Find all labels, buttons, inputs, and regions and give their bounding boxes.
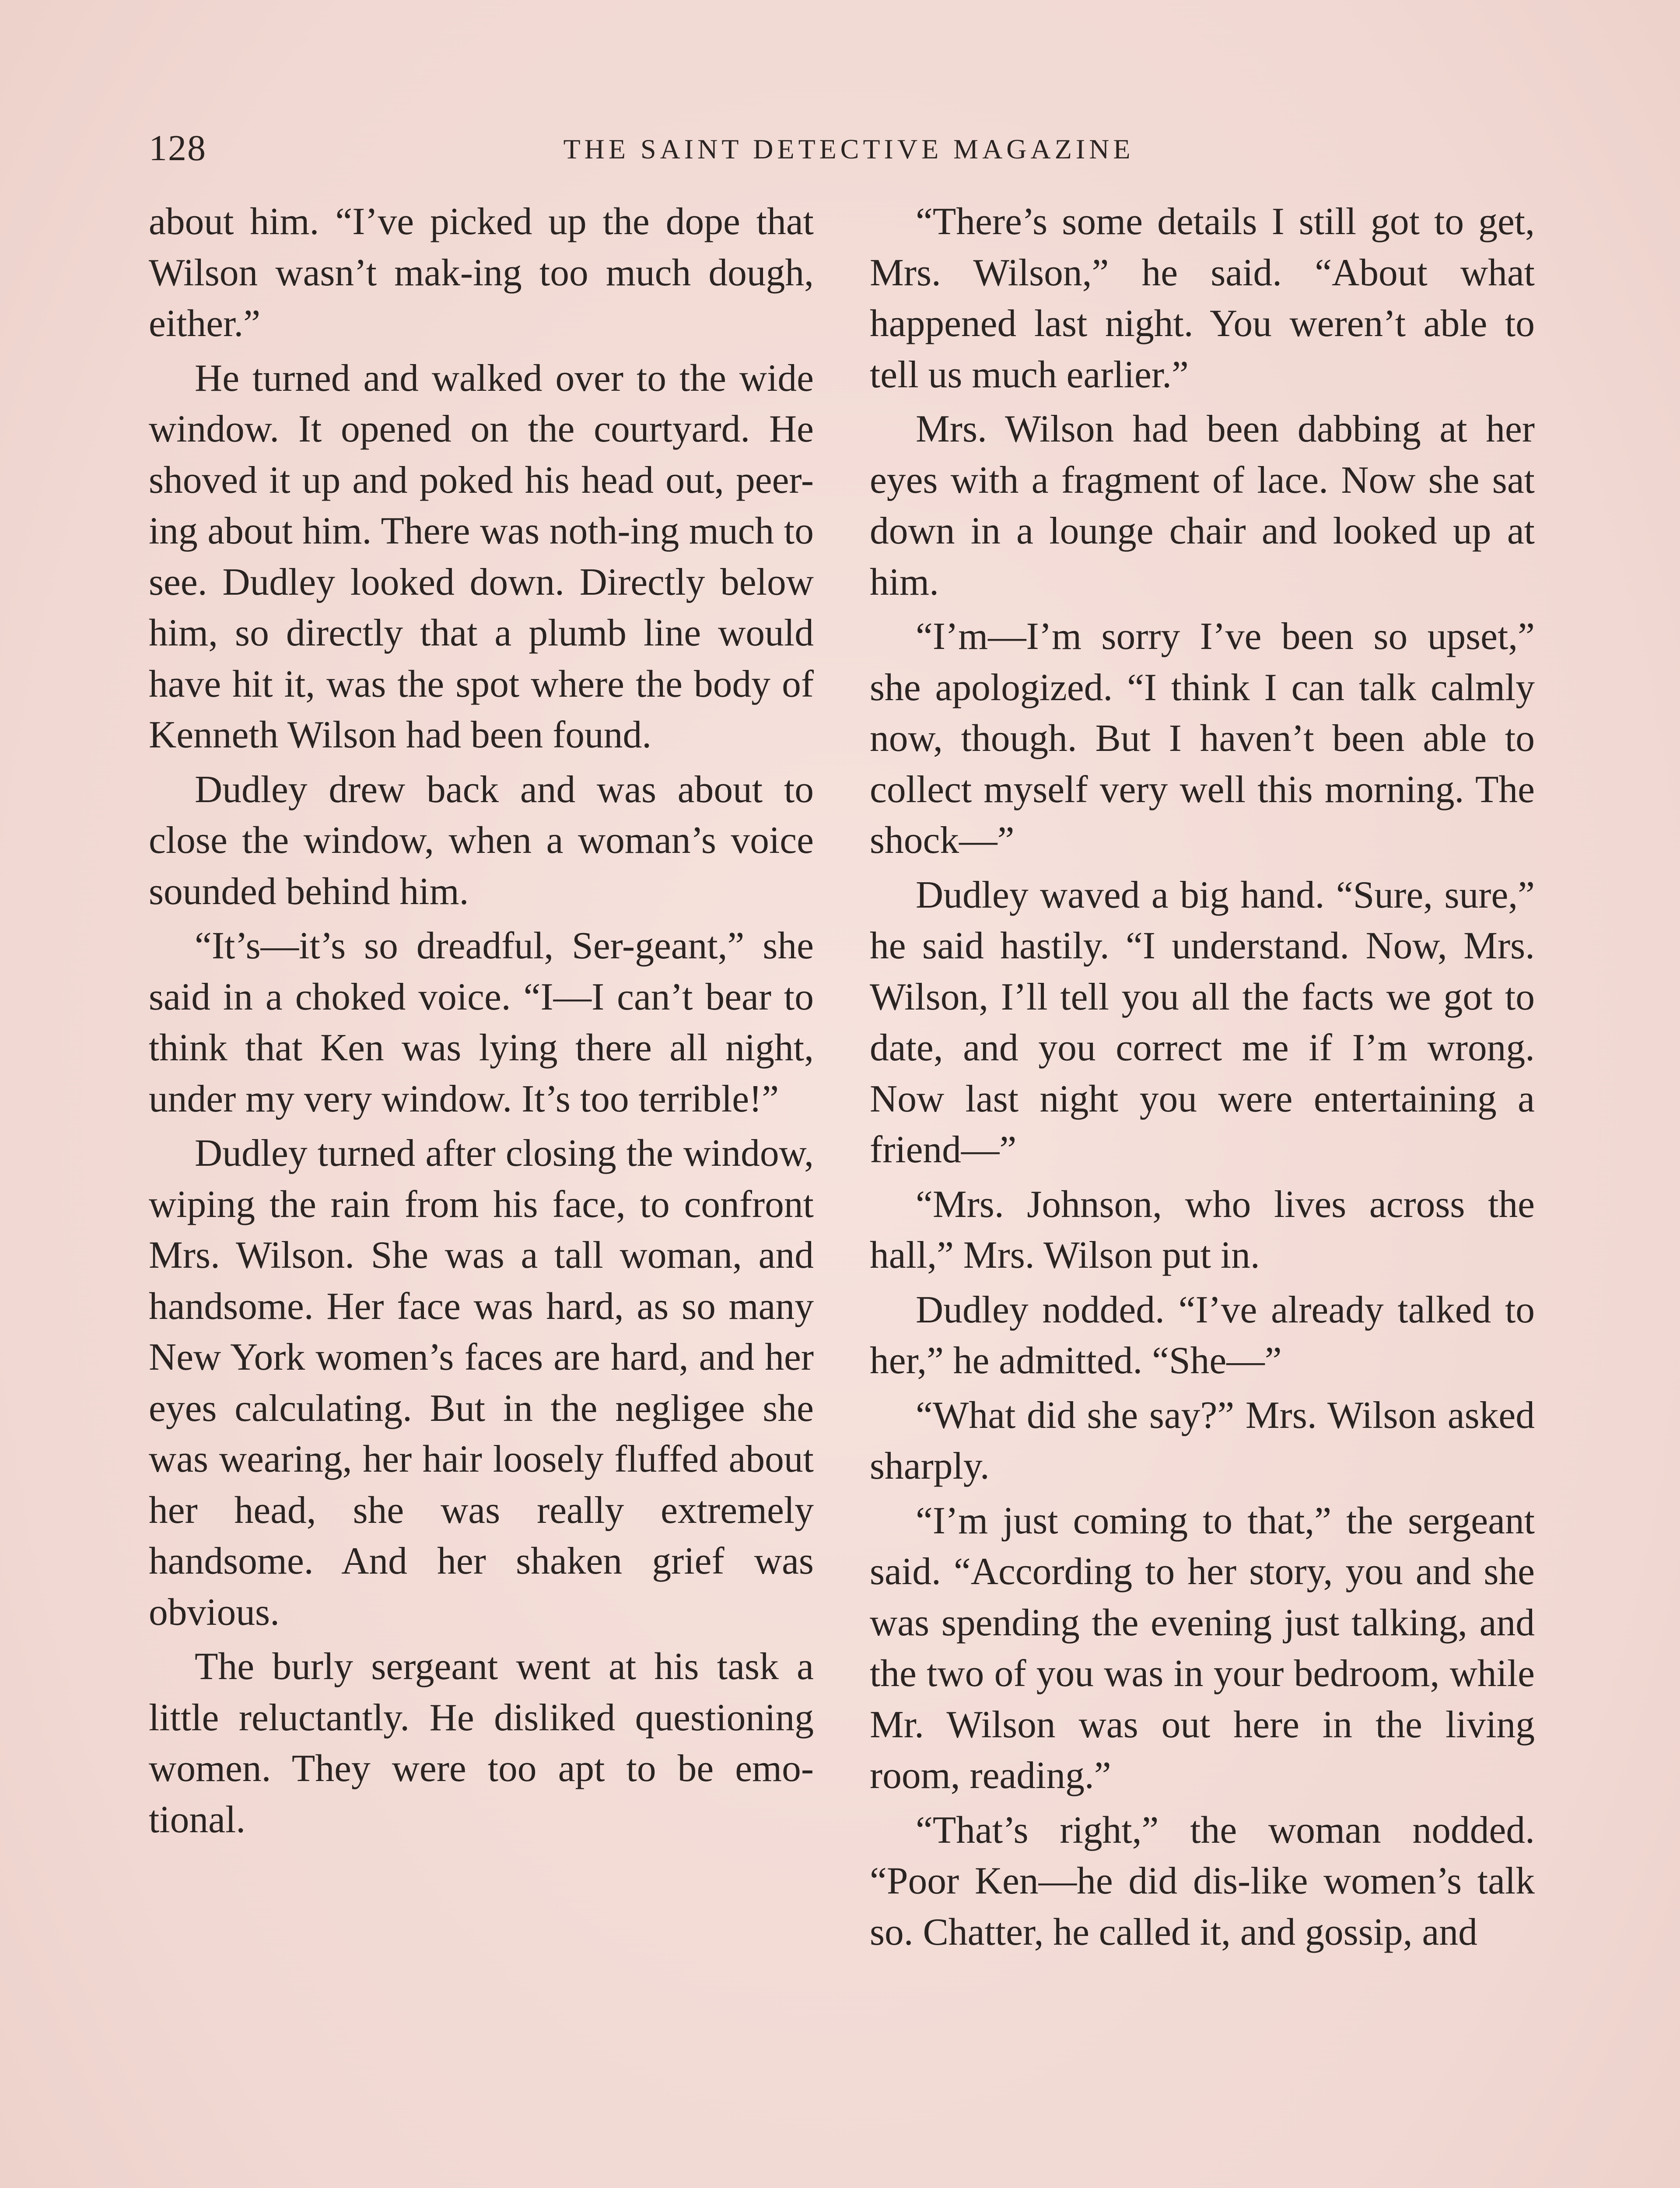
paragraph: “I’m just coming to that,” the sergeant said. “According to her story, you and she was spending the evening just talking, and the two of you was in your bedroom, while Mr. Wilson was out here in the living room, reading.” [870, 1499, 1535, 1796]
paragraph: Dudley nodded. “I’ve already talked to her,” he admitted. “She—” [870, 1288, 1535, 1382]
paragraph: Dudley turned after closing the window, wiping the rain from his face, to confront Mrs. Wilson. She was a tall woman, and handsome. Her face was hard, as so many New York women’s faces are hard, and her eyes calculating. But in the negligee she was wearing, her hair loosely fluffed about her head, she was really extremely handsome. And her shaken grief was obvious. [149, 1132, 814, 1633]
right-column [870, 196, 1535, 2188]
paragraph: The burly sergeant went at his task a little reluctantly. He disliked questioning women. They were too apt to be emo-tional. [149, 1645, 814, 1841]
paragraph: “That’s right,” the woman nodded. “Poor Ken—he did dis-like women’s talk so. Chatter, he called it, and gossip, and [870, 1808, 1535, 1953]
paragraph: “It’s—it’s so dreadful, Ser-geant,” she said in a choked voice. “I—I can’t bear to think that Ken was lying there all night, under my very window. It’s too terrible!” [149, 924, 814, 1120]
left-column [149, 196, 814, 2188]
paragraph: “There’s some details I still got to get, Mrs. Wilson,” he said. “About what happened last night. You weren’t able to tell us much earlier.” [870, 200, 1535, 396]
running-header [149, 127, 1549, 179]
paragraph: Dudley drew back and was about to close the window, when a woman’s voice sounded behind him. [149, 768, 814, 912]
paragraph: He turned and walked over to the wide window. It opened on the courtyard. He shoved it up and poked his head out, peer-ing about him. There was noth-ing much to see. Dudley looked down. Directly below him, so directly that a plumb line would have hit it, was the spot where the body of Kenneth Wilson had been found. [149, 356, 814, 756]
page-number: 128 [149, 128, 206, 168]
paragraph: “Mrs. Johnson, who lives across the hall,” Mrs. Wilson put in. [870, 1182, 1535, 1276]
paragraph: “What did she say?” Mrs. Wilson asked sharply. [870, 1393, 1535, 1487]
paragraph: “I’m—I’m sorry I’ve been so upset,” she apologized. “I think I can talk calmly now, though. But I haven’t been able to collect myself very well this morning. The shock—” [870, 615, 1535, 861]
running-title: THE SAINT DETECTIVE MAGAZINE [563, 133, 1134, 165]
paragraph: Mrs. Wilson had been dabbing at her eyes with a fragment of lace. Now she sat down in a lounge chair and looked up at him. [870, 407, 1535, 603]
paragraph: about him. “I’ve picked up the dope that Wilson wasn’t mak-ing too much dough, either.” [149, 200, 814, 344]
paragraph: Dudley waved a big hand. “Sure, sure,” he said hastily. “I understand. Now, Mrs. Wilson, I’ll tell you all the facts we got to date, and you correct me if I’m wrong. Now last night you were entertaining a friend—” [870, 873, 1535, 1171]
